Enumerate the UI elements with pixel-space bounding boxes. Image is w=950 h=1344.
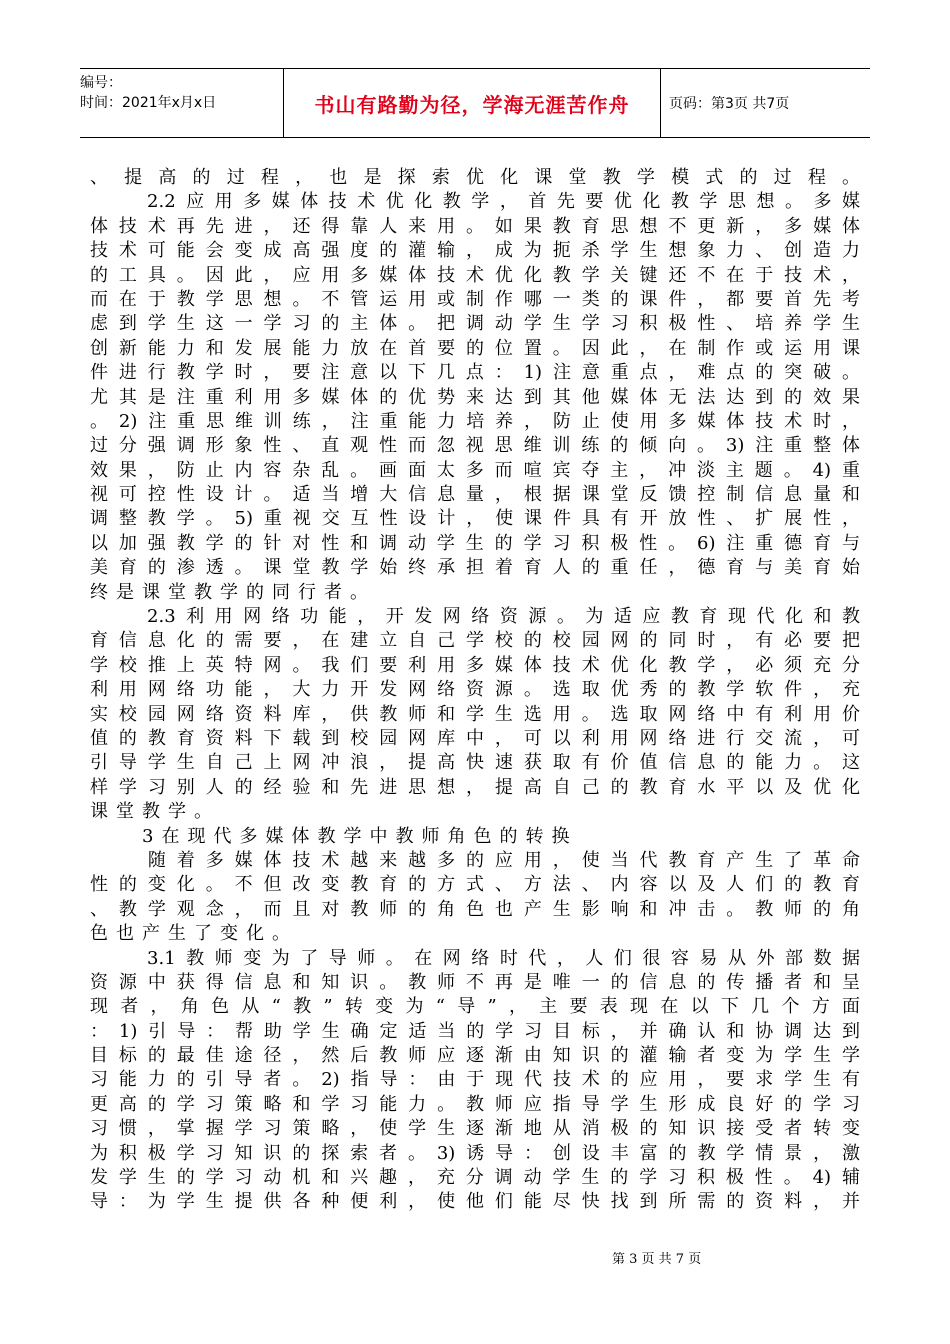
body-line: 件进行教学时，要注意以下几点：1)注意重点，难点的突破。 — [90, 362, 860, 384]
body-line: 2.3利用网络功能，开发网络资源。为适应教育现代化和教 — [90, 606, 860, 628]
body-line: 3.1教师变为了导师。在网络时代，人们很容易从外部数据 — [90, 947, 860, 969]
body-line: 导：为学生提供各种便利，使他们能尽快找到所需的资料，并 — [90, 1191, 860, 1213]
body-line: 习能力的引导者。2)指导：由于现代技术的应用，要求学生有 — [90, 1069, 860, 1091]
body-line: 调整教学。5)重视交互性设计，使课件具有开放性、扩展性， — [90, 508, 860, 530]
document-time-label: 时间：2021年x月x日 — [80, 95, 217, 111]
body-line: 。2)注重思维训练，注重能力培养，防止使用多媒体技术时， — [90, 410, 860, 432]
body-line: 尤其是注重利用多媒体的优势来达到其他媒体无法达到的效果 — [90, 386, 860, 408]
body-line: 更高的学习策略和学习能力。教师应指导学生形成良好的学习 — [90, 1093, 860, 1115]
body-line: 美育的渗透。课堂教学始终承担着育人的重任，德育与美育始 — [90, 557, 860, 579]
body-line: 习惯，掌握学习策略，使学生逐渐地从消极的知识接受者转变 — [90, 1118, 860, 1140]
body-line: 为积极学习知识的探索者。3)诱导：创设丰富的教学情景，激 — [90, 1142, 860, 1164]
body-line: 、提高的过程，也是探索优化课堂教学模式的过程。 — [90, 167, 860, 188]
body-line: 样学习别人的经验和先进思想，提高自己的教育水平以及优化 — [90, 776, 860, 798]
body-line: 值的教育资料下载到校园网库中，可以利用网络进行交流，可 — [90, 727, 860, 749]
body-line: 学校推上英特网。我们要利用多媒体技术优化教学，必须充分 — [90, 654, 860, 676]
body-line: 色也产生了变化。 — [90, 923, 298, 945]
body-line: 现者，角色从“教”转变为“导”，主要表现在以下几个方面 — [90, 996, 860, 1018]
body-line: 效果，防止内容杂乱。画面太多而喧宾夺主，冲淡主题。4)重 — [90, 459, 860, 481]
body-line: 体技术再先进，还得靠人来用。如果教育思想不更新，多媒体 — [90, 215, 860, 237]
body-line: 利用网络功能，大力开发网络资源。选取优秀的教学软件，充 — [90, 679, 860, 701]
body-line: 性的变化。不但改变教育的方式、方法、内容以及人们的教育 — [90, 874, 860, 896]
body-line: 技术可能会变成高强度的灌输，成为扼杀学生想象力、创造力 — [90, 240, 860, 262]
body-line: 实校园网络资料库，供教师和学生选用。选取网络中有利用价 — [90, 703, 860, 725]
body-line: 以加强教学的针对性和调动学生的学习积极性。6)注重德育与 — [90, 532, 860, 554]
body-line: 目标的最佳途径，然后教师应逐渐由知识的灌输者变为学生学 — [90, 1045, 860, 1067]
header-meta — [80, 69, 284, 137]
body-line: 的工具。因此，应用多媒体技术优化教学关键还不在于技术， — [90, 264, 860, 286]
header-motto: 书山有路勤为径，学海无涯苦作舟 — [284, 69, 661, 137]
body-line: ：1)引导：帮助学生确定适当的学习目标，并确认和协调达到 — [90, 1020, 860, 1042]
body-line: 创新能力和发展能力放在首要的位置。因此，在制作或运用课 — [90, 337, 860, 359]
body-line: 资源中获得信息和知识。教师不再是唯一的信息的传播者和呈 — [90, 971, 860, 993]
body-line: 随着多媒体技术越来越多的应用，使当代教育产生了革命 — [90, 849, 860, 871]
page-footer: 第 3 页 共 7 页 — [612, 1252, 702, 1267]
body-line: 育信息化的需要，在建立自己学校的校园网的同时，有必要把 — [90, 630, 860, 652]
page-header — [80, 68, 870, 138]
body-line: 视可控性设计。适当增大信息量，根据课堂反馈控制信息量和 — [90, 484, 860, 506]
body-line: 终是课堂教学的同行者。 — [90, 581, 376, 603]
header-page-info: 页码：第3页 共7页 — [669, 96, 790, 112]
document-body — [90, 166, 860, 1215]
body-line: 发学生的学习动机和兴趣，充分调动学生的学习积极性。4)辅 — [90, 1167, 860, 1189]
body-line: 过分强调形象性、直观性而忽视思维训练的倾向。3)注重整体 — [90, 435, 860, 457]
body-line: 课堂教学。 — [90, 801, 220, 823]
body-line: 虑到学生这一学习的主体。把调动学生学习积极性、培养学生 — [90, 313, 860, 335]
body-line: 、教学观念，而且对教师的角色也产生影响和冲击。教师的角 — [90, 898, 860, 920]
body-line: 2.2应用多媒体技术优化教学，首先要优化教学思想。多媒 — [90, 191, 860, 213]
body-line: 引导学生自己上网冲浪，提高快速获取有价值信息的能力。这 — [90, 752, 860, 774]
document-number-label: 编号： — [80, 75, 122, 91]
section-heading: 3在现代多媒体教学中教师角色的转换 — [90, 825, 578, 847]
body-line: 而在于教学思想。不管运用或制作哪一类的课件，都要首先考 — [90, 288, 860, 310]
